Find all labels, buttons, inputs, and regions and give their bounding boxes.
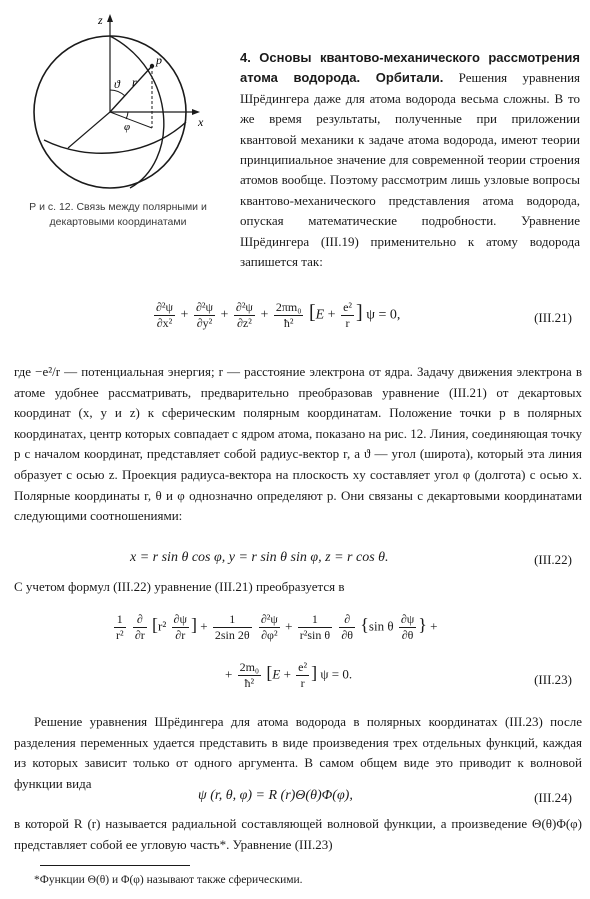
paragraph-1: где −e²/r — потенциальная энергия; r — расстояние электрона от ядра. Задачу движения электрона в атоме удобнее рассматривать, предварительно преобразовав уравнение (III.21) от декартовых координат (x, y и z) к сферическим полярным координатам. Положение точки p в полярных координатах, центр которых совпадает с ядром атома, показано на рис. 12. Линия, соединяющая точку p с началом координат, представляет собой радиус-вектор r, а ϑ — угол (широта), который эта линия образует с осью z. Проекция радиуса-вектора на плоскость xy составляет угол φ (долгота) с осью x. Полярные координаты r, θ и φ однозначно определяют p. Они связаны с декартовыми координатами следующими соотношениями: bbox=[14, 364, 582, 524]
projection-radius bbox=[110, 112, 152, 128]
x-label: x bbox=[198, 115, 204, 129]
footnote: *Функции Θ(θ) и Φ(φ) называют также сферическими. bbox=[34, 874, 303, 886]
equation-number-iii-24: (III.24) bbox=[534, 790, 572, 805]
p-label: p bbox=[156, 53, 162, 67]
r-label: r bbox=[132, 75, 137, 89]
point-p bbox=[150, 64, 154, 68]
footnote-rule bbox=[40, 865, 190, 866]
phi-arc bbox=[126, 112, 128, 119]
spherical-coordinates-figure bbox=[28, 12, 208, 192]
paragraph-4: в которой R (r) называется радиальной составляющей волновой функции, а произведение Θ(θ)Φ(φ) представляет собой ее угловую часть*. Уравнение (III.23) bbox=[14, 816, 582, 852]
phi-label: φ bbox=[124, 121, 131, 133]
equation-number-iii-22: (III.22) bbox=[534, 552, 572, 567]
y-axis bbox=[68, 112, 110, 148]
equation-iii-23-line2: + $\frac{\text{2m₀}}{\text{ħ²}}$ [E + $\frac{\text{e²}}{r}$ ] ψ = 0. bbox=[225, 660, 353, 690]
paragraph-2: С учетом формул (III.22) уравнение (III.21) преобразуется в bbox=[14, 579, 345, 594]
section-heading: 4. Основы квантово-механического рассмотрения атома водорода. Орбитали. bbox=[240, 50, 580, 86]
section-text: Решения уравнения Шрёдингера даже для атома водорода весьма сложны. В то же время результаты, полученные при приложении квантовой механики к задаче атома водорода, имеют теории принципиальное значение для современной теории строения атомов вообще. Поэтому рассмотрим лишь узловые вопросы квантово-механического представления атома водорода, опуская математические подробности. Уравнение Шрёдингера (III.19) применительно к атому водорода запишется так: bbox=[240, 70, 580, 270]
equation-iii-23-line1: $\frac{1}{\text{r²}}$ $\frac{\partial}{\partial r}$ [r² $\frac{\partial\psi}{\partial r}$ ] + $\frac{1}{2\sin 2\theta}$ $\frac{\text{∂²ψ}}{\text{∂φ²}}$ + $\frac{1}{\text{r²sin θ}}$ $\frac{\partial}{\partial\theta}$ {sin θ $\frac{\partial\psi}{\partial\theta}$ } + bbox=[116, 612, 438, 642]
equation-iii-21: $\frac{\text{∂²ψ}}{\text{∂x²}}$ + $\frac{\text{∂²ψ}}{\text{∂y²}}$ + $\frac{\text{∂²ψ}}{\text{∂z²}}$ + $\frac{\text{2πm₀}}{\text{ħ²}}$ [E + $\frac{\text{e²}}{r}$ ] ψ = 0, bbox=[156, 300, 401, 330]
theta-label: ϑ bbox=[114, 77, 120, 91]
equation-iii-22: x = r sin θ cos φ, y = r sin θ sin φ, z = r cos θ. bbox=[130, 550, 389, 565]
equator-arc bbox=[44, 122, 186, 153]
z-label: z bbox=[98, 13, 103, 27]
paragraph-3: Решение уравнения Шрёдингера для атома водорода в полярных координатах (III.23) после разделения переменных удается представить в виде произведения трех отдельных функций, каждая из которых зависит только от одного аргумента. В самом общем виде это приводит к волновой функции вида bbox=[14, 714, 582, 791]
equation-number-iii-23: (III.23) bbox=[534, 672, 572, 687]
equation-number-iii-21: (III.21) bbox=[534, 310, 572, 325]
z-arrow bbox=[107, 14, 113, 22]
equation-iii-24: ψ (r, θ, φ) = R (r)Θ(θ)Φ(φ), bbox=[198, 788, 353, 803]
section-intro bbox=[240, 48, 580, 272]
figure-caption: Р и с. 12. Связь между полярными и декартовыми координатами bbox=[29, 201, 207, 228]
